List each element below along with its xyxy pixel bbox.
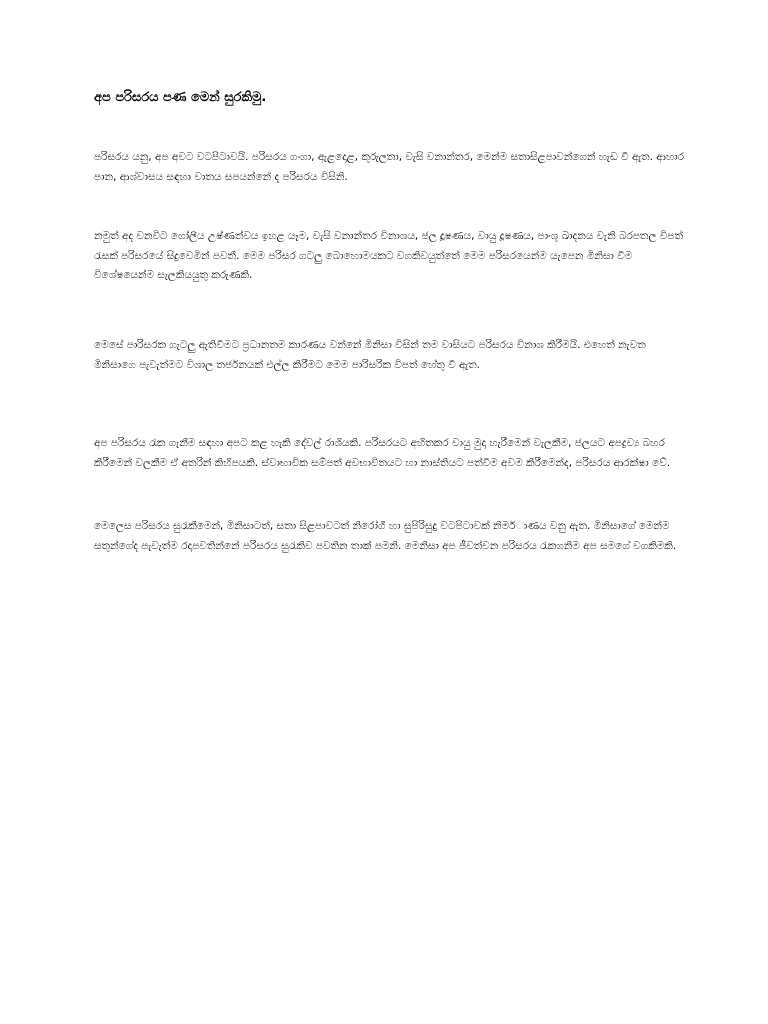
paragraph-main-cause: මෙසේ පාරිසරක ගැටලු ඇතිවීමට ප්‍රධානතම කාරණය වන්නේ මිනිසා විසින් තම වාසියට පරිසරය විනාශ කිරීමයි. එහෙත් නැවත මිනිසාගෙ පැවැත්මට විශාල තර්ජනයක් එල්ල කිරීමට මෙම පාරිසරික විපත් හේතු වී ඇත. [94, 339, 646, 371]
paragraph-environmental-problems: නමුත් අද වනවිට ගෝලීය උෂ්ණත්වය ඉහළ යෑම, වැසි වනාන්තර විනාශය, ජල දූෂණය, වායු දූෂණය, පාංශු ඛාදනය වැනි බරපතල විපත් රැසක් පරිසරයේ සිදුවෙමින් පවතී. මෙම පරිසර ගටලු බොහොමයකට වගකිවයුත්තේ මෙම පරිසරයෙන්ම යැපෙන මිනිසා වීම විශේෂයෙන්ම සැලකියයුතු කරුණකි. [94, 230, 683, 281]
document-title: අප පරිසරය පණ මෙන් සුරකිමු. [94, 90, 267, 105]
paragraph-environment-definition: පරිසරය යනු, අප අවට වටපිටාවයි. පරිසරය ගංගා, ඇළදොළ, කුරුලතා, වැසි වනාන්තර, මෙන්ම සතාසිළපාවන්ගෙන් හැඩ වී ඇත. ආහාර පාන, ආශ්වාසය සඳහා වාතය සපයන්නේ ද පරිසරය විසිනි. [94, 151, 685, 183]
paragraph-conclusion: මෙලෙස පරිසරය සුරැකීමෙන්, මිනිසාටත්, සතා සිළපාවටත් නිරෝගී හා සුපිරිසුදු වටපිටාවක් නිමර්ාණය වනු ඇත. මිනිසාගේ මෙන්ම සතුන්ගේද පැවැත්ම රදාපවතින්නේ පරිසරය සුරැකිව පවතින තාක් පමනි. මෙනිසා අප ජීවත්වන පරිසරය රැකගනිම අප සමගේ වගකිමකි. [94, 520, 677, 552]
paragraph-protection-actions: අප පරිසරය රැක ගැනීම සඳහා අපට කළ හැකි දේවල් රාශියකි. පරිසරයට අහිතකර වායු මුදා හැරීමෙන් වැලකීම, ජලයට අපද්‍රව්‍ය බහර කිරීමෙන් වලකීම ඒ අතරින් කිහිපයකි. ස්වාභාවික සම්පත් අවභාවිතයට හා නාස්තියට පත්වීම අවම කිරීමෙන්ද, පරිසරය ආරක්ෂා වේ. [94, 437, 671, 469]
